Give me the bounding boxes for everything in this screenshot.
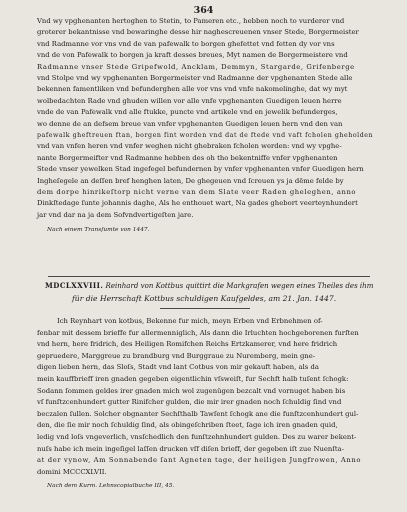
document-title-line-2: für die Herrschaft Kottbus schuldigen Kaufgeldes, am 21. Jan. 1447. <box>72 294 337 303</box>
document-source: Nach dem Kurm. Lehnscopialbuche III, 45. <box>47 483 175 489</box>
text-line: gepruedere, Marggreue zu brandburg vnd Burggraue zu Nuremberg, mein gne- <box>37 351 316 360</box>
text-line: vnd van vnfen heren vnd vnfer weghen nicht ghebraken fcholen werden: vnd wy vpghe- <box>37 142 342 151</box>
text-line: at der vynow, Am Sonnabende ſant Agneten tage, der heiligen Jungfrowen, Anno <box>37 456 362 465</box>
text-line: dem dorpe hinrikeſtorp nicht verne van dem Slate veer Raden gheleghen, anno <box>37 188 357 196</box>
text-line: Vnd wy vpghenanten hertoghen to Stetin, to Pameren etc., hebben noch to vurderer vnd <box>37 17 345 25</box>
text-line: bekennen famentliken vnd befunderghen alle vor vns vnd vnfe nakomelinghe, dat wy myt <box>37 85 348 94</box>
text-line: groterer bekantnisse vnd bewaringhe desse hir naghescreuenen vnser Stede, Borgermeister <box>37 28 359 37</box>
text-line: vnd hern, here fridrich, des Heiligen Romifchen Reichs Ertzkamerer, vnd here fridrich <box>37 340 338 349</box>
text-line: Ingheſegele an deſſen bref henghen laten, De ghegeuen vnd ſcreuen ys ja dēme felde by <box>37 176 344 185</box>
text-line: digen lieben hern, das Sloſs, Stadt vnd lant Cotbus von mir gekauft haben, als da <box>37 363 319 372</box>
text-line: domini MCCCXLVII. <box>37 467 107 476</box>
text-line: mein kauffbrieff iren gnaden gegeben eigentlichin vſsweiſt, fur Sechft halb tuſent ſchogk: <box>37 375 349 383</box>
text-line: wolbedachten Rade vnd ghuden willen vor alle vnfe vpghenanten Guedigen leuen herre <box>37 96 342 105</box>
text-line: vnd Stolpe vnd wy vpghenanten Borgermeister vnd Radmanne der vpghenanten Stede alle <box>37 74 353 82</box>
text-line: Dinkſtedage ſunte johannis daghe, Als he enthouet wart, Na gades ghebort veerteynhundert <box>37 199 358 208</box>
text-line: pafewalk gheftreuen ftan, borgen fint worden vnd dat de ftede vnd vaft fcholen gheholden <box>37 131 374 139</box>
heading-divider <box>160 308 250 309</box>
text-line: nante Borgermeifter vnd Radmanne hebben des oh tho bekentniffe vnfer vpghenanten <box>37 153 338 162</box>
text-line: vnd Radmanne vor vns vnd de van pafewalk to borgen ghefettet vnd fetten dy vor vns <box>37 39 335 48</box>
text-line: Radmanne vnser Stede Gripefwold, Ancklam, Demmyn, Stargarde, Grifenberge <box>37 62 355 71</box>
document-title-line-1: Reinhard von Kottbus quittirt die Markgrafen wegen eines Theiles des ihm <box>105 281 374 290</box>
text-line: vnd de von Pafewalk to borgen ja kraft desses breues, Myt namen de Borgermeistere vnd <box>37 51 348 60</box>
text-line: vnde de van Pafewalk vnd alle ftukke, puncte vnd artikele vnd en jewelik befunderges, <box>37 108 338 117</box>
document-heading-line-1 <box>45 282 373 290</box>
text-line: beczalen ſullen. Solcher obgnanter Sechſthalb Tawſent ſchogk ane die funſtzcenhundert gul- <box>37 409 359 418</box>
text-line: Stede vnser yewelken Stad ingefegel befundernen by vnfer vpghenanten vnfer Guedigen hern <box>37 165 364 174</box>
text-line: vſ funſtzcenhundert gutter Rinifcher gulden, die mir irer gnaden noch ſchuldig ſind vnd <box>37 398 342 407</box>
previous-document-source: Nach einem Transſumte von 1447. <box>47 227 150 233</box>
text-line: Sodann ſommen geldes irer gnaden mich wol zugenügen bezcalt vnd vornuget haben bis <box>37 386 346 395</box>
text-line: nuſs habe ich mein ingeſigel laſſen drucken vſf diſen brieff, der gegeben iſt zue Nuenſta- <box>37 444 345 453</box>
text-line: wo denne de an defsem breue van vnfer vpghenanten Guedigen leuen hern vnd den van <box>37 119 343 128</box>
text-line: ledig vnd loſs vngeverlich, vnsſchedlich den funſtzehnhundert gulden. Des zu warer bekent- <box>37 433 357 441</box>
text-line: jar vnd dar na ja dem Sofvndvertigeſten jare. <box>37 210 194 219</box>
text-line: fenbar mit dessem brieffe fur allermenniglich, Als dann die Irluchten hochgeborenen furſten <box>37 328 359 337</box>
document-number: MDCLXXVIII. <box>45 281 104 290</box>
text-line: den, die ſie mir noch ſchuldig ſind, als obingeſchriben ſteet, ſage ich iren gnaden quid, <box>37 421 338 430</box>
page-number: 364 <box>193 5 214 16</box>
section-divider <box>48 276 370 277</box>
text-line: Ich Reynhart von kotbus, Bekenne fur mich, meyn Erben vnd Erbnehmen of- <box>57 317 323 325</box>
